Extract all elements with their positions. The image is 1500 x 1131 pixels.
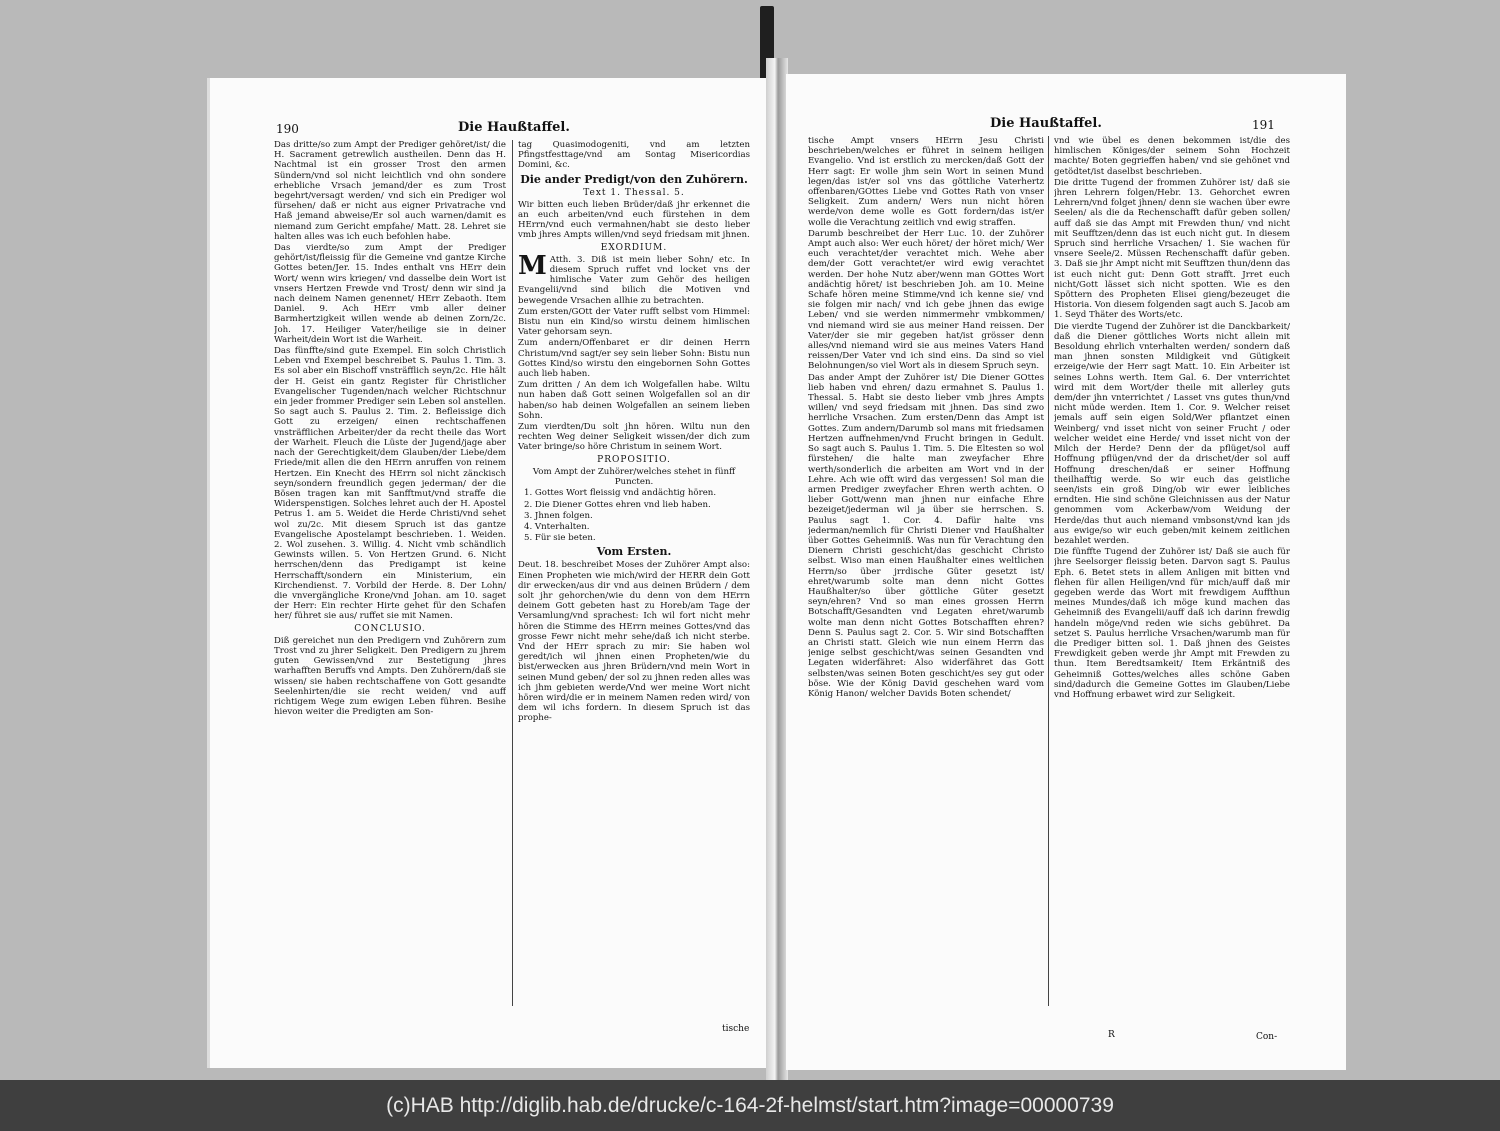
right-catchword: Con- — [1256, 1032, 1278, 1042]
vom-ersten-text: Deut. 18. beschreibet Moses der Zuhörer Ampt also: Einen Propheten wie mich/wird der HERR dein Gott dir erwecken/aus dir vnd aus deinen Brüdern / dem solt jhr gehorchen/wie du denn von dem HErrn deinem Gott gebeten hast zu Horeb/am Tage der Versamlung/vnd sprachest: Ich wil fort nicht mehr hören die Stimme des HErrn meines Gottes/vnd das grosse Fewr nicht mehr sehe/daß ich nicht sterbe. Vnd der HErr sprach zu mir: Sie haben wol geredt/ich wil jhnen einen Propheten/wie du bist/erwecken aus jhren Brüdern/vnd mein Wort in seinen Mund geben/ der sol zu jhnen reden alles was ich jhm gebieten werde/Vnd wer meine Wort nicht hören wird/die er in meinem Namen reden wird/ von dem wil ichs fordern. In diesem Spruch ist das prophe- — [518, 560, 750, 724]
column-rule — [512, 140, 513, 1006]
conclusio-text: Diß gereichet nun den Predigern vnd Zuhörern zum Trost vnd zu jhrer Seligkeit. Den Predigern zu jhrem guten Gewissen/vnd zur Bestetigung jhres warhafften Beruffs vnd Ampts. Den Zuhörern/daß sie wissen/ sie haben rechtschaffene von Gott gesandte Seelenhirten/die sie recht weiden/ vnd auff richtigem Wege zum ewigen Leben führen. Besihe hievon weiter die Predigten am Son- — [274, 635, 506, 718]
drop-cap-m: M — [518, 250, 547, 281]
vom-ersten-heading: Vom Ersten. — [596, 545, 672, 559]
copyright-footer: (c)HAB http://diglib.hab.de/drucke/c-164-2f-helmst/start.htm?image=00000739 — [0, 1080, 1500, 1131]
list-item: 4. Vnterhalten. — [524, 521, 590, 532]
paragraph-text: Atth. 3. Diß ist mein lieber Sohn/ etc. In diesem Spruch ruffet vnd locket vns der himlische Vater zum Gehör des heiligen Evangelii/vnd sind bilich die Motiven vnd bewegende Vrsachen allhie zu betrachten. — [518, 254, 750, 306]
intro-text: tag Quasimodogeniti, vnd am letzten Pfingstfesttage/vnd am Sontag Misericordias Domini, &c. — [518, 140, 750, 171]
signature-mark: R — [1108, 1030, 1115, 1040]
paragraph: Das ander Ampt der Zuhörer ist/ Die Diener GOttes lieb haben vnd ehren/ dazu ermahnet S. Paulus 1. Thessal. 5. Habt sie desto lieber vmb jhres Ampts willen/ vnd seyd friedsam mit jhnen. Das sind zwo herrliche Vrsachen. Zum ersten/Denn das Ampt ist Gottes. Zum andern/Darumb sol mans mit friedsamen Hertzen auffnehmen/vnd Frucht bringen in Gedult. So sagt auch S. Paulus 1. Tim. 5. Die Eltesten so wol fürstehen/ die halte man zweyfacher Ehre werth/sonderlich die arbeiten am Wort vnd in der Lehre. Ach wie offt wird das vergessen! Sol man die armen Prediger zweyfacher Ehren werth achten. O lieber Gott/wenn man jhnen nur einfache Ehre bezeiget/jederman wil ja über sie herrschen. S. Paulus sagt 1. Cor. 4. Dafür halte vns jederman/nemlich für Christi Diener vnd Haußhalter über Gottes Geheimniß. Was nun für Verachtung den Dienern Christi geschicht/das geschicht Christo selbst. Wiso man einen Haußhalter eines weltlichen Herrn/so über jrrdische Güter gesetzt ist/ ehret/warumb solte man denn nicht Gottes Haußhalter/so über göttliche Güter gesetzt seyn/ehren? Vnd so man eines grossen Herrn Botschafft/Gesandten vnd Legaten ehret/warumb wolte man denn nicht Gottes Botschafften ehren? Denn S. Paulus sagt 2. Cor. 5. Wir sind Botschafften an Christi statt. Gleich wie nun einem Herrn das jenige selbst geschicht/was seinen Gesandten vnd Legaten widerfähret: Also widerfähret das Gott selbsten/was seinen Boten geschicht/es sey gut oder böse. Wie der König David geschehen ward vom König Hanon/ welcher Davids Boten schendet/ — [808, 372, 1044, 699]
paragraph: Das vierdte/so zum Ampt der Prediger gehört/ist/fleissig für die Gemeine vnd gantze Kirche Gottes beten/Jer. 15. Indes enthalt vns HErr dein Wort/ wenn wirs kriegen/ vnd dasselbe dein Wort ist vnsers Hertzen Frewde vnd Trost/ denn wir sind ja nach deinem Namen genennet/ HErr Zebaoth. Item Daniel. 9. Ach HErr vmb aller deiner Barmhertzigkeit willen wende ab deinen Zorn/2c. Joh. 17. Heiliger Vater/heilige sie in deiner Warheit/dein Wort ist die Warheit. — [274, 243, 506, 345]
text-reference: Text 1. Thessal. 5. — [583, 187, 685, 198]
paragraph: Darumb beschreibet der Herr Luc. 10. der Zuhörer Ampt auch also: Wer euch höret/ der höret mich/ Wer euch verachtet/der verachtet mich. Wehe aber dem/der Gott verachtet/er wird ewig verachtet werden. Der hohe Nutz aber/wenn man GOttes Wort andächtig höret/ ist beschrieben Joh. am 10. Meine Schafe hören meine Stimme/vnd ich kenne sie/ vnd sie folgen mir nach/ vnd ich gebe jhnen das ewige Leben/ vnd sie werden nimmermehr vmbkommen/ vnd niemand wird sie aus meiner Hand reissen. Der Vater/der sie mir gegeben hat/ist grösser denn alles/vnd niemand wird sie aus meines Vaters Hand reissen/Der Vater vnd ich sind eins. Da sind so viel Belohnungen/so viel Wort als in diesem Spruch seyn. — [808, 228, 1044, 372]
right-page — [786, 74, 1346, 1070]
paragraph: Das dritte/so zum Ampt der Prediger gehöret/ist/ die H. Sacrament getrewlich austheilen. Denn das H. Nachtmal ist ein grosser Trost den armen Sündern/vnd sol nicht leichtlich vnd ohn sondere erhebliche Vrsach jemand/der es zum Trost begehrt/versagt werden/ vnd sich ein Prediger wol fürsehen/ daß er nicht aus eigner Privatrache vnd Haß jemand abweise/Er sol auch warnen/damit es niemand zum Gericht empfahe/ Matt. 28. Lehret sie halten alles was ich euch befohlen habe. — [274, 140, 506, 242]
paragraph: Das fünffte/sind gute Exempel. Ein solch Christlich Leben vnd Exempel beschreibet S. Paulus 1. Tim. 3. Es sol aber ein Bischoff vnsträfflich seyn/2c. Hie hält der H. Geist ein gantz Register für Christlicher Evangelischer Tugenden/nach welcher Richtschnur ein jeder frommer Prediger sein Leben sol anstellen. So sagt auch S. Paulus 2. Tim. 2. Befleissige dich Gott zu erzeigen/ einen rechtschaffenen vnsträfflichen Arbeiter/der da recht theile das Wort der Warheit. Fleuch die Lüste der Jugend/jage aber nach der Gerechtigkeit/dem Glauben/der Liebe/dem Friede/mit allen die den HErrn anruffen von reinem Hertzen. Ein Knecht des HErrn sol nicht zänckisch seyn/sondern freundlich gegen jederman/ der die Bösen tragen kan mit Sanfftmut/vnd straffe die Widerspenstigen. Solches lehret auch der H. Apostel Petrus 1. am 5. Weidet die Herde Christi/vnd sehet wol zu/2c. Mit diesem Spruch ist das gantze Evangelische Apostelampt beschrieben. 1. Weiden. 2. Wol zusehen. 3. Willig. 4. Nicht vmb schändlich Gewinsts willen. 5. Von Hertzen Grund. 6. Nicht herrschen/denn das Predigampt ist keine Herrschafft/sondern ein Ministerium, ein Kirchendienst. 7. Vorbild der Herde. 8. Der Lohn/ die vnvergängliche Krone/vnd Johan. am 10. saget der Herr: Ein rechter Hirte gehet für den Schafen her/ führet sie aus/ ruffet sie mit Namen. — [274, 346, 506, 622]
list-item: 1. Gottes Wort fleissig vnd andächtig hören. — [524, 488, 717, 499]
left-running-header: Die Haußtaffel. — [458, 120, 570, 135]
list-item: 5. Für sie beten. — [524, 533, 596, 544]
paragraph: Zum ersten/GOtt der Vater rufft selbst vom Himmel: Bistu nun ein Kind/so wirstu deinem himlischen Vater gehorsam seyn. — [518, 306, 750, 338]
left-catchword: tische — [722, 1024, 750, 1034]
propositio-heading: PROPOSITIO. — [597, 454, 671, 465]
list-item: 3. Jhnen folgen. — [524, 510, 593, 521]
column-rule — [1048, 136, 1049, 1006]
paragraph: vnd wie übel es denen bekommen ist/die des himlischen Königes/der seinem Sohn Hochzeit machte/ Boten gegrieffen haben/ vnd sie gehönet vnd getödtet/ist daselbst beschrieben. — [1054, 136, 1290, 177]
left-page-number: 190 — [276, 122, 299, 136]
sermon-title: Die ander Predigt/von den Zuhörern. — [520, 172, 748, 186]
left-column-1 — [274, 140, 506, 1012]
list-item: 2. Die Diener Gottes ehren vnd lieb haben. — [524, 499, 711, 510]
paragraph: tische Ampt vnsers HErrn Jesu Christi beschrieben/welches er führet in seinem heiligen Evangelio. Vnd ist erstlich zu mercken/daß Gott der Herr sagt: Er wolle jhm sein Wort in seinen Mund legen/das ist/er sol vns das göttliche Vaterhertz offenbaren/GOttes Liebe vnd Gottes Rath von vnser Seligkeit. Zum andern/ Wers nun nicht hören werde/von deme wolle es Gott fordern/das ist/er wolle die Verachtung zeitlich vnd ewig straffen. — [808, 136, 1044, 228]
right-running-header: Die Haußtaffel. — [990, 116, 1102, 131]
paragraph: Die vierdte Tugend der Zuhörer ist die Danckbarkeit/ daß die Diener göttliches Worts nicht allein mit Besoldung ehrlich vnterhalten werden/ sondern daß man jhnen sonsten Mildigkeit vnd Gütigkeit erzeige/wie der Herr sagt Matt. 10. Ein Arbeiter ist seines Lohns werth. Item Gal. 6. Der vnterrichtet wird mit dem Wort/der theile mit allerley guts dem/der jhn vnterrichtet / Lasset vns gutes thun/vnd nicht müde werden. Item 1. Cor. 9. Welcher reiset jemals auff sein eigen Sold/Wer pflantzet einen Weinberg/ vnd isset nicht von seiner Frucht / oder welcher weidet eine Herde/ vnd isset nicht von der Milch der Herde? Denn der da pflüget/sol auff Hoffnung pflügen/vnd der da drischet/der sol auff Hoffnung dreschen/daß er seiner Hoffnung theilhafftig werde. So wir euch das geistliche seen/ists ein groß Ding/ob wir ewer leibliches erndten. Hie sind schöne Gleichnissen aus der Natur genommen vom Ackerbaw/vom Weidung der Herde/das thut auch niemand vmbsonst/vnd kan jds aus ewige/so wir euch geben/mit keinem zeitlichen bezahlet werden. — [1054, 321, 1290, 546]
propositio-list — [518, 488, 750, 543]
exordium-heading: EXORDIUM. — [600, 242, 668, 253]
text-body: Wir bitten euch lieben Brüder/daß jhr erkennet die an euch arbeiten/vnd euch fürstehen in dem HErrn/vnd euch vermahnen/habt sie desto lieber vmb jhres Ampts willen/vnd seyd friedsam mit jhnen. — [518, 199, 750, 241]
left-page — [210, 78, 768, 1068]
paragraph: Die dritte Tugend der frommen Zuhörer ist/ daß sie jhren Lehrern folgen/Hebr. 13. Gehorchet ewren Lehrern/vnd folget jhnen/ denn sie wachen über ewre Seelen/ als die da Rechenschafft dafür geben sollen/ auff daß sie das Ampt mit Frewden thun/ vnd nicht mit Seufftzen/denn das ist euch nicht gut. In diesem Spruch sind herrliche Vrsachen/ 1. Sie wachen für vnsere Seele/2. Müssen Rechenschafft dafür geben. 3. Daß sie jhr Ampt nicht mit Seufftzen thun/denn das ist euch nicht gut: Denn Gott strafft. Jrret euch nicht/Gott lässet sich nicht spotten. Wie es den Spöttern des Propheten Elisei gieng/bezeuget die Historia. Von diesem folgenden sagt auch S. Jacob am 1. Seyd Thäter des Worts/etc. — [1054, 177, 1290, 321]
paragraph — [518, 250, 750, 306]
right-column-2 — [1054, 136, 1290, 1016]
right-column-1 — [808, 136, 1044, 1016]
paragraph: Zum andern/Offenbaret er dir deinen Herrn Christum/vnd sagt/er sey sein lieber Sohn: Bistu nun Gottes Kind/so wirstu den eingebornen Sohn Gottes auch lieb haben. — [518, 338, 750, 380]
left-column-2 — [518, 140, 750, 1020]
paragraph: Die fünffte Tugend der Zuhörer ist/ Daß sie auch für jhre Seelsorger fleissig beten. Darvon sagt S. Paulus Eph. 6. Betet stets in allem Anligen mit bitten vnd flehen für allen Heiligen/vnd für mich/auff daß mir gegeben werde das Wort mit frewdigem Auffthun meines Mundes/daß ich möge kund machen das Geheimniß des Evangelii/auff daß ich darinn frewdig handeln möge/vnd reden wie sichs gebühret. Da setzet S. Paulus herrliche Vrsachen/warumb man für die Prediger bitten sol. 1. Daß jhnen des Geistes Frewdigkeit geben werde jhr Ampt mit Frewden zu thun. Item Beredtsamkeit/ Item Erkäntniß des Geheimniß Gottes/welches alles schöne Gaben sind/dadurch die Gemeine Gottes im Glauben/Liebe vnd Hoffnung erbawet wird zur Seligkeit. — [1054, 547, 1290, 700]
book-spine — [766, 58, 788, 1080]
paragraph: Zum vierdten/Du solt jhn hören. Wiltu nun den rechten Weg deiner Seligkeit wissen/der dich zum Vater bringe/so höre Christum in seinem Wort. — [518, 422, 750, 453]
conclusio-heading: CONCLUSIO. — [354, 623, 426, 634]
propositio-intro: Vom Ampt der Zuhörer/welches stehet in fünff Puncten. — [532, 466, 736, 488]
paragraph: Zum dritten / An dem ich Wolgefallen habe. Wiltu nun haben daß Gott seinen Wolgefallen sol an dir haben/so hab deinen Wolgefallen an seinem lieben Sohn. — [518, 380, 750, 421]
right-page-number: 191 — [1252, 118, 1275, 132]
